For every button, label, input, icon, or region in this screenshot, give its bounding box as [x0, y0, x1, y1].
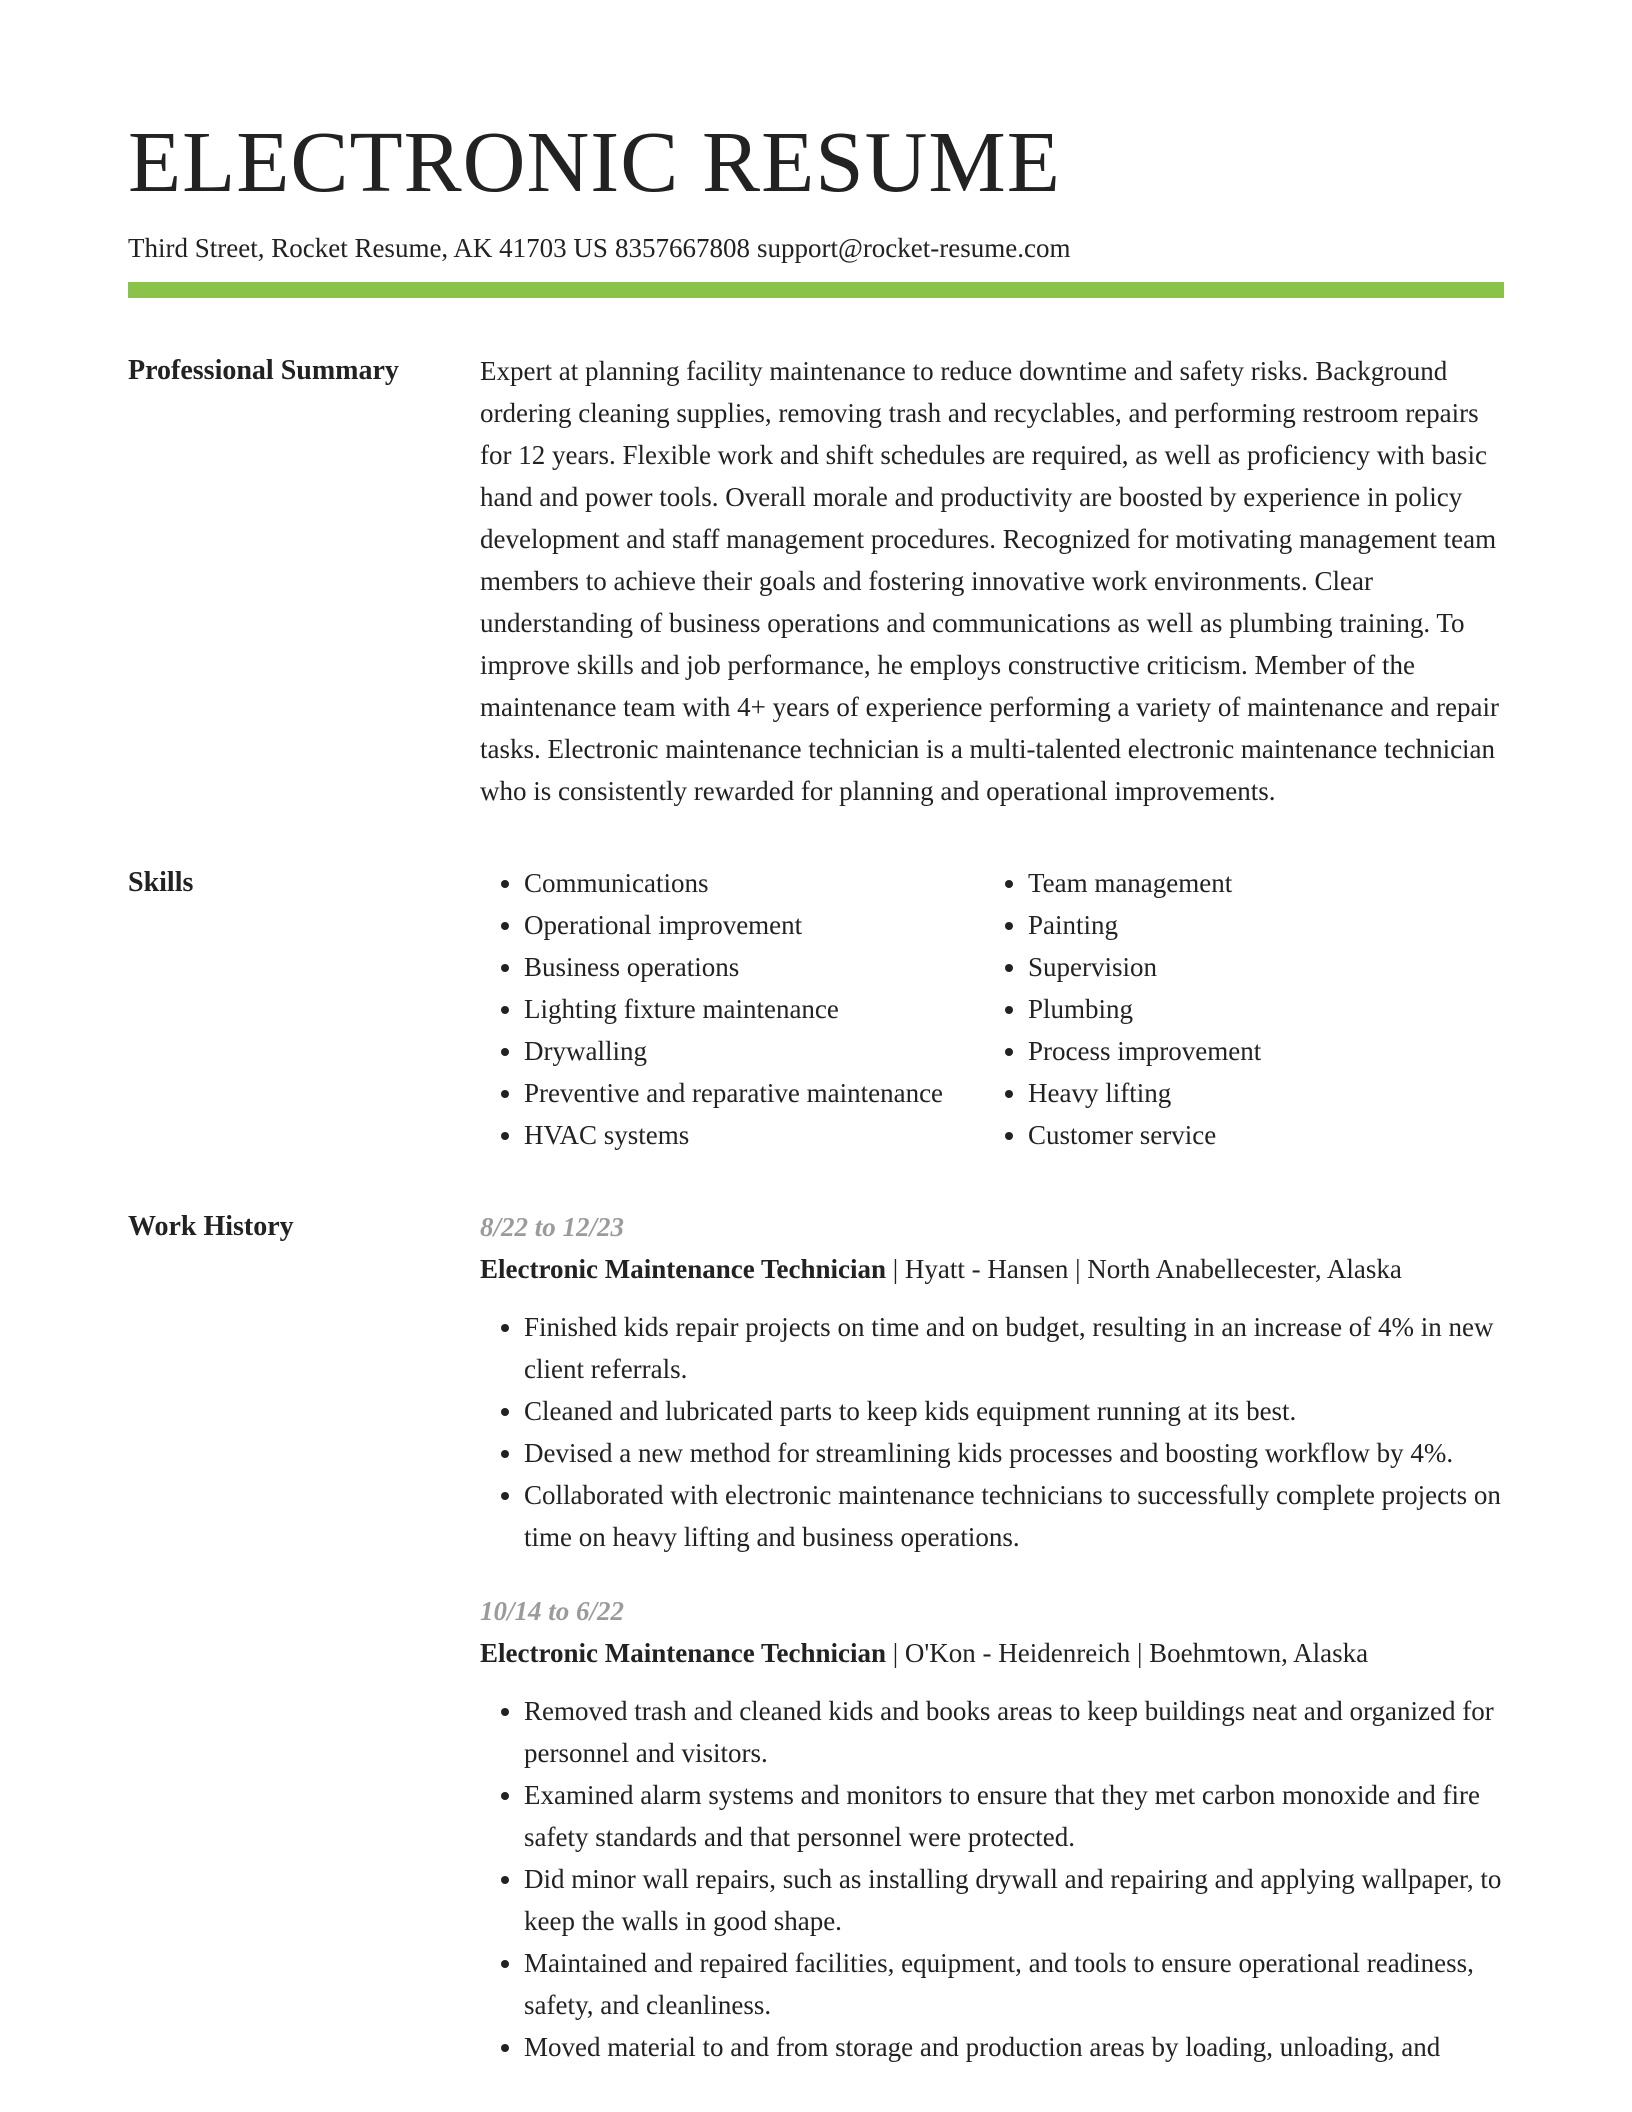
skill-item: • Heavy lifting — [1028, 1072, 1261, 1114]
contact-address: Third Street, Rocket Resume, AK 41703 US — [128, 233, 608, 263]
skill-item: • Preventive and reparative maintenance — [524, 1072, 984, 1114]
summary-body — [480, 350, 1504, 812]
job-bullet: • Collaborated with electronic maintenance technicians to successfully complete projects on time on heavy lifting and business operations. — [524, 1474, 1504, 1558]
job-bullet: • Maintained and repaired facilities, equipment, and tools to ensure operational readiness, safety, and cleanliness. — [524, 1942, 1504, 2026]
skill-item: • Team management — [1028, 862, 1261, 904]
job-company: Hyatt - Hansen — [904, 1254, 1069, 1285]
skill-item: • Customer service — [1028, 1114, 1261, 1156]
job-bullet: • Did minor wall repairs, such as installing drywall and repairing and applying wallpaper, to keep the walls in good shape. — [524, 1858, 1504, 1942]
skill-item: • Communications — [524, 862, 984, 904]
skill-item: • Operational improvement — [524, 904, 984, 946]
skills-heading: Skills — [128, 867, 194, 899]
skills-list-left — [480, 862, 984, 1156]
skill-item: • Painting — [1028, 904, 1261, 946]
job-entry — [480, 1590, 1504, 2068]
summary-text: Expert at planning facility maintenance to reduce downtime and safety risks. Background ordering cleaning supplies, removing trash and recyclables, and performing restroom repairs for 12 years. Flexible work and shift schedules are required, as well as proficiency with basic hand and power tools. Overall morale and productivity are boosted by experience in policy development and staff management procedures. Recognized for motivating management team members to achieve their goals and fostering innovative work environments. Clear understanding of business operations and communications as well as plumbing training. To improve skills and job performance, he employs constructive criticism. Member of the maintenance team with 4+ years of experience performing a variety of maintenance and repair tasks. Electronic maintenance technician is a multi-talented electronic maintenance technician who is consistently rewarded for planning and operational improvements. — [480, 356, 1499, 807]
job-bullet: • Cleaned and lubricated parts to keep kids equipment running at its best. — [524, 1390, 1504, 1432]
job-location: Boehmtown, Alaska — [1149, 1638, 1369, 1669]
summary-section — [128, 350, 1504, 812]
contact-line — [128, 231, 1504, 266]
skill-item: • Plumbing — [1028, 988, 1261, 1030]
job-separator: | — [892, 1254, 905, 1285]
skill-item: • HVAC systems — [524, 1114, 984, 1156]
job-title-line — [480, 1248, 1504, 1290]
job-bullet: • Devised a new method for streamlining kids processes and boosting workflow by 4%. — [524, 1432, 1504, 1474]
skill-item: • Process improvement — [1028, 1030, 1261, 1072]
skill-item: • Supervision — [1028, 946, 1261, 988]
job-separator: | — [892, 1638, 905, 1669]
job-dates: 10/14 to 6/22 — [480, 1596, 625, 1627]
skill-item: • Lighting fixture maintenance — [524, 988, 984, 1030]
job-separator: | — [1136, 1638, 1150, 1669]
job-location: North Anabellecester, Alaska — [1087, 1254, 1402, 1285]
job-title-line — [480, 1632, 1504, 1674]
skill-item: • Drywalling — [524, 1030, 984, 1072]
contact-phone: 8357667808 — [614, 233, 750, 263]
work-history-heading: Work History — [128, 1211, 294, 1243]
job-bullet: • Finished kids repair projects on time and on budget, resulting in an increase of 4% in new client referrals. — [524, 1306, 1504, 1390]
job-bullets — [480, 1306, 1504, 1558]
job-company: O'Kon - Heidenreich — [904, 1638, 1131, 1669]
job-entry — [480, 1206, 1504, 1558]
job-bullets — [480, 1690, 1504, 2068]
job-separator: | — [1075, 1254, 1088, 1285]
job-title: Electronic Maintenance Technician — [480, 1254, 886, 1285]
skill-item: • Business operations — [524, 946, 984, 988]
job-bullet: • Moved material to and from storage and production areas by loading, unloading, and — [524, 2026, 1504, 2068]
job-title: Electronic Maintenance Technician — [480, 1638, 886, 1669]
contact-email: support@rocket-resume.com — [756, 233, 1071, 263]
job-bullet: • Removed trash and cleaned kids and books areas to keep buildings neat and organized for personnel and visitors. — [524, 1690, 1504, 1774]
header-divider — [128, 282, 1504, 298]
work-history-body — [480, 1206, 1504, 2100]
skills-section — [128, 862, 1504, 1156]
job-dates: 8/22 to 12/23 — [480, 1212, 625, 1243]
job-bullet: • Examined alarm systems and monitors to ensure that they met carbon monoxide and fire safety standards and that personnel were protected. — [524, 1774, 1504, 1858]
resume-name: ELECTRONIC RESUME — [128, 113, 1061, 210]
skills-list-right — [984, 862, 1261, 1156]
skills-body — [480, 862, 1504, 1156]
summary-heading: Professional Summary — [128, 355, 399, 387]
work-history-section — [128, 1206, 1504, 2100]
